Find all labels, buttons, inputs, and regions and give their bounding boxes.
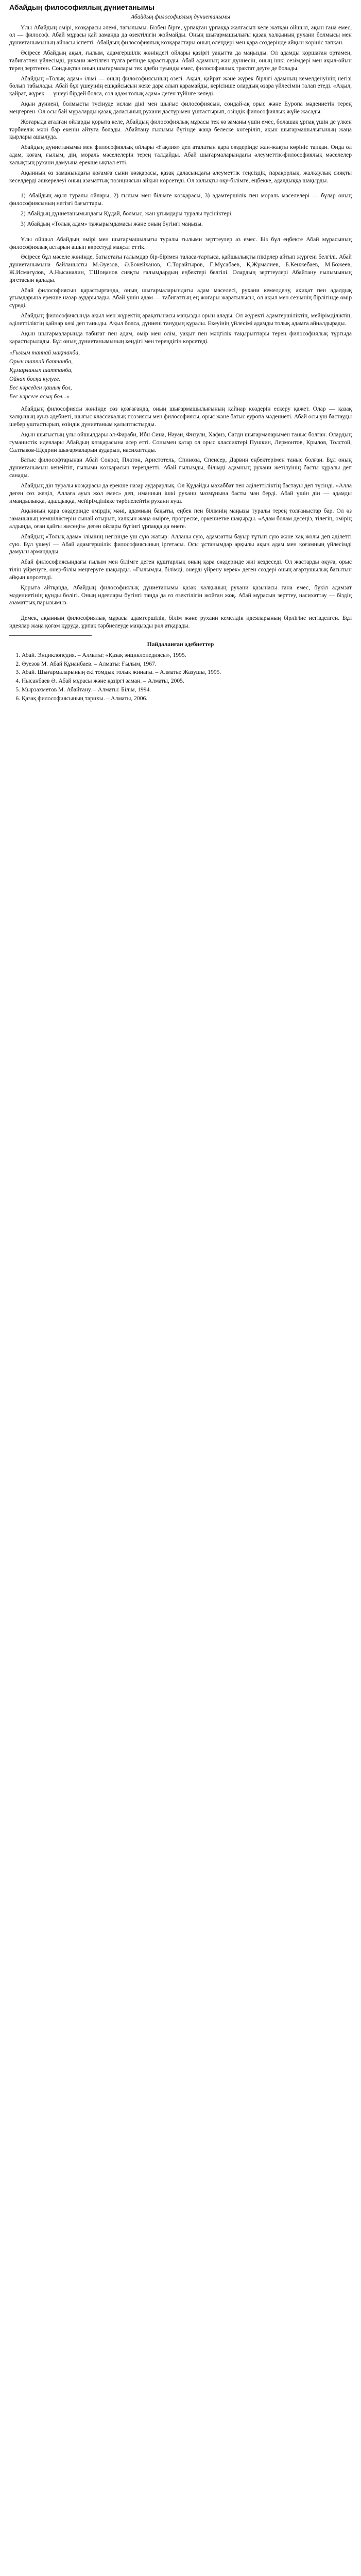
document-subtitle: Абайдың философиялық дүниетанымы bbox=[131, 13, 230, 20]
paragraph: Абай философиясындағы ғылым мен білімге деген құштарлық оның қара сөздерінде жиі кездеседі. Ол жастарды оқуға, орыс тілін үйренуге, өнер-білім меңгеруге шақырды. «Ғылымды, білімді, өнерді үйрену керек» деген сөздері оның ағартушылық бағытын айқын көрсетеді. bbox=[9, 558, 352, 581]
poem-line: Бес нәрседен қашық бол, bbox=[9, 384, 72, 391]
paragraph: Абайдың дүниетанымы мен философиялық ойлары «Ғақлия» деп аталатын қара сөздерінде жан-жақты көрініс тапқан. Онда ол адам, қоғам, ғылым, дін, мораль мәселелерін терең талдайды. Абай шығармаларындағы әлеуметтік-философиялық мәселелер халықтың рухани дамуына ерекше ықпал етті. bbox=[9, 144, 352, 166]
paragraph: Абайдың философиясында ақыл мен жүректің арақатынасы маңызды орын алады. Ол жүректі адамгершіліктің, мейірімділіктің, әділеттіліктің қайнар көзі деп таныды. Ақыл болса, дүниені танудың құралы. Екеуінің үйлесімі адамды толық адамға айналдырады. bbox=[9, 312, 352, 327]
paragraph: Ақын шығыстың ұлы ойшылдары әл-Фараби, Ибн Сина, Науаи, Физули, Хафиз, Сағди шығармаларымен таныс болған. Олардың гуманистік идеялары Абайдың көзқарасына әсер етті. Сонымен қатар ол орыс классиктері Пушкин, Лермонтов, Крылов, Толстой, Салтыков-Щедрин шығармаларын аударып, насихаттады. bbox=[9, 431, 352, 453]
reference-item: 2. Әуезов М. Абай Құнанбаев. – Алматы: Ғылым, 1967. bbox=[22, 660, 352, 668]
paragraph: Ақын шығармаларында табиғат пен адам, өмір мен өлім, уақыт пен мәңгілік тақырыптары терең философиялық тұрғыда қарастырылады. Бұл оның дүниетанымының кеңдігі мен тереңдігін көрсетеді. bbox=[9, 330, 352, 345]
section-intro: Ұлы ойшыл Абайдың өмірі мен шығармашылығы туралы ғылыми зерттеулер аз емес. Біз бұл еңбекте Абай мұрасының философиялық астарын ашып көрсетуді мақсат еттік. bbox=[9, 235, 352, 250]
paragraph: Ақын дүниені, болмысты түсінуде ислам діні мен шығыс философиясын, сондай-ақ орыс және Еуропа мәдениетін терең меңгерген. Ол осы бай мұраларды қазақ даласының рухани дәстүрімен ұштастырып, өзіндік философиялық жүйе жасады. bbox=[9, 100, 352, 115]
poem-line: Ойнап босқа күлуге. bbox=[9, 375, 60, 382]
paragraph: Ақынның қара сөздерінде өмірдің мәні, адамның бақыты, еңбек пен білімнің маңызы туралы терең толғаныстар бар. Ол өз заманының кемшіліктерін сынай отырып, халқын жаңа өмірге, прогреске, өркениетке шақырды. «Адам болам десеңіз, тілегің, өмірің алдыңда, оған қайғы жесеңіз» деген ойлары бүгінгі ұрпаққа да өнеге. bbox=[9, 507, 352, 530]
poem-quote bbox=[9, 349, 352, 400]
reference-item: 4. Нысанбаев Ә. Абай мұрасы және қазіргі заман. – Алматы, 2005. bbox=[22, 677, 352, 685]
paragraph: Ұлы Абайдың өмірі, көзқарасы әлемі, тағылымы. Бізбен бірге, ұрпақтан ұрпаққа жалғасып келе жатқан ойшыл, ақын ғана емес, ол — философ. Абай мұрасы қай заманда да өзектілігін жоймайды. Оның шығармашылығы қазақ халқының рухани болмысы мен дүниетанымының айнасы іспетті. Абайдың философиялық көзқарастары оның өлеңдері мен қара сөздерінде айқын көрініс тапқан. bbox=[9, 24, 352, 46]
paragraph: Абай философиясын қарастырғанда, оның шығармаларындағы адам мәселесі, рухани кемелдену, ақиқат пен адалдық ұғымдарына ерекше назар аударылады. Абай үшін адам — табиғаттың ең жоғары жаратылысы, ол ақыл мен сезімнің бірлігінде өмір сүреді. bbox=[9, 286, 352, 309]
poem-line: Құмарланып шаттанба, bbox=[9, 367, 73, 374]
paragraph: 2) Абайдың дүниетанымындағы Құдай, болмыс, жан ұғымдары туралы түсініктері. bbox=[21, 210, 233, 217]
reference-item: 1. Абай. Энциклопедия. – Алматы: «Қазақ энциклопедиясы», 1995. bbox=[22, 652, 352, 659]
paragraph: Жоғарыда аталған ойларды қорыта келе, Абайдың философиялық мұрасы тек өз заманы үшін емес, болашақ ұрпақ үшін де үлкен тәрбиелік мәні бар екенін айтуға болады. Абайтану ғылымы бүгінде жаңа белеске көтеріліп, ақын шығармашылығының жаңа қырлары ашылуда. bbox=[9, 118, 352, 141]
reference-item: 3. Абай. Шығармаларының екі томдық толық жинағы. – Алматы: Жазушы, 1995. bbox=[22, 669, 352, 676]
paragraph: Абайдың «Толық адам» ілімінің негізінде үш сүю жатыр: Алланы сүю, адамзатты бауыр тұтып сүю және хақ жолы деп әділетті сүю. Бұл үшеуі — Абай адамгершілік философиясының іргетасы. Осы ұстанымдар арқылы ақын адам мен қоғамның үйлесімді дамуын армандады. bbox=[9, 533, 352, 555]
references-title: Пайдаланған әдебиеттер bbox=[147, 640, 214, 648]
analysis-section bbox=[9, 405, 352, 607]
poem-line: Бес нәрсеге асық бол...» bbox=[9, 393, 70, 400]
paragraph: Әсіресе Абайдың ақыл, ғылым, адамгершілік жөніндегі ойлары қазіргі уақытта да маңызды. Ол адамды қоршаған ортамен, табиғатпен үйлесімді, рухани жетілген тұлға ретінде қарастырды. Абай адамның жан дүниесін, оның ішкі сезімдері мен ақыл-ойын терең зерттеген. Сондықтан оның шығармалары тек әдеби туынды емес, философиялық трактат деуге де болады. bbox=[9, 49, 352, 72]
paragraph: Абайдың философиясы жөнінде сөз қозғағанда, оның шығармашылығының қайнар көздерін ескеру қажет. Олар — қазақ халқының ауыз әдебиеті, шығыс классикалық поэзиясы мен философиясы, орыс және батыс еуропа мәдениеті. Абай осы үш бастауды шебер ұштастырып, өзіндік дүниетаным қалыптастырды. bbox=[9, 405, 352, 428]
closing-paragraph: Демек, ақынның философиялық мұрасы адамгершілік, білім және рухани кемелдік идеяларының бірлігіне негізделген. Бұл идеялар жаңа қоғам құруда, ұрпақ тәрбиелеуде маңызды рөл атқарады. bbox=[9, 615, 352, 630]
poem-line: Орын таппай баптанба, bbox=[9, 358, 73, 365]
intro-section bbox=[9, 24, 352, 228]
document-title: Абайдың философиялық дүниетанымы bbox=[9, 3, 154, 11]
divider bbox=[9, 635, 92, 636]
paragraph: Әсіресе бұл мәселе жөнінде, батыстағы ғалымдар бір-бірімен таласа-тартыса, қайшылықты пікірлер айтып жүргені белгілі. Абай дүниетанымына байланысты М.Әуезов, Ә.Бөкейханов, С.Торайғыров, Ғ.Мұсабаев, Қ.Жұмалиев, Б.Кенжебаев, М.Бөжеев, Ж.Исмағұлов, А.Нысаналин, Т.Шоңанов сияқты ғалымдардың еңбектері белгілі. Олардың зерттеулері Абайтану ғылымының іргетасын қалады. bbox=[9, 253, 352, 283]
paragraph: 1) Абайдың ақыл туралы ойлары, 2) ғылым мен білімге көзқарасы, 3) адамгершілік пен мораль мәселелері — бұлар оның философиясының негізгі бағыттары. bbox=[9, 192, 352, 207]
main-section bbox=[9, 253, 352, 345]
paragraph: Абайдың «Толық адам» ілімі — оның философиясының өзегі. Ақыл, қайрат және жүрек бірлігі адамның кемелденуінің негізі болып табылады. Абай бұл үшеуінің ешқайсысын жеке дара алып қарамайды, керісінше олардың өзара үйлесімін талап етеді. «Ақыл, қайрат, жүрек — үшеуі бірдей болса, сол адам толық адам» деген түйінге келеді. bbox=[9, 75, 352, 97]
references-list bbox=[9, 652, 352, 703]
paragraph: Қорыта айтқанда, Абайдың философиялық дүниетанымы қазақ халқының рухани қазынасы ғана емес, бүкіл адамзат мәдениетінің құнды бөлігі. Оның идеялары бүгінгі таңда да өз өзектілігін жойған жоқ. Абай мұрасын зерттеу, насихаттау — біздің азаматтық парызымыз. bbox=[9, 584, 352, 606]
poem-line: «Ғылым таппай мақтанба, bbox=[9, 349, 80, 357]
document-page bbox=[0, 0, 361, 714]
reference-item: 5. Мырзахметов М. Абайтану. – Алматы: Білім, 1994. bbox=[22, 686, 352, 694]
reference-item: 6. Қазақ философиясының тарихы. – Алматы, 2006. bbox=[22, 695, 352, 703]
paragraph: Абайдың дін туралы көзқарасы да ерекше назар аударарлық. Ол Құдайды махаббат пен әділеттіліктің бастауы деп түсінді. «Алла деген сөз жеңіл, Аллаға ауыз жол емес» деп, иманның ішкі рухани мазмұнына басты мән берді. Абай үшін дін — адамды имандылыққа, адалдыққа, мейірімділікке тәрбиелейтін рухани күш. bbox=[9, 482, 352, 504]
paragraph: 3) Абайдың «Толық адам» тұжырымдамасы және оның бүгінгі маңызы. bbox=[21, 220, 203, 227]
paragraph: Ақынның өз заманындағы қоғамға сыни көзқарасы, қазақ даласындағы әлеуметтік теңсіздік, парақорлық, жалқаулық сияқты кеселдерді әшкерелеуі оның азаматтық позициясын айқын көрсетеді. Ол халықты оқу-білімге, еңбекке, адалдыққа шақырды. bbox=[9, 169, 352, 184]
paragraph: Батыс философтарынан Абай Сократ, Платон, Аристотель, Спиноза, Спенсер, Дарвин еңбектерімен таныс болған. Бұл оның дүниетанымын кеңейтіп, ғылыми көзқарасын тереңдетті. Абай ғылымды, білімді адамның рухани жетілуінің басты құралы деп санады. bbox=[9, 456, 352, 479]
